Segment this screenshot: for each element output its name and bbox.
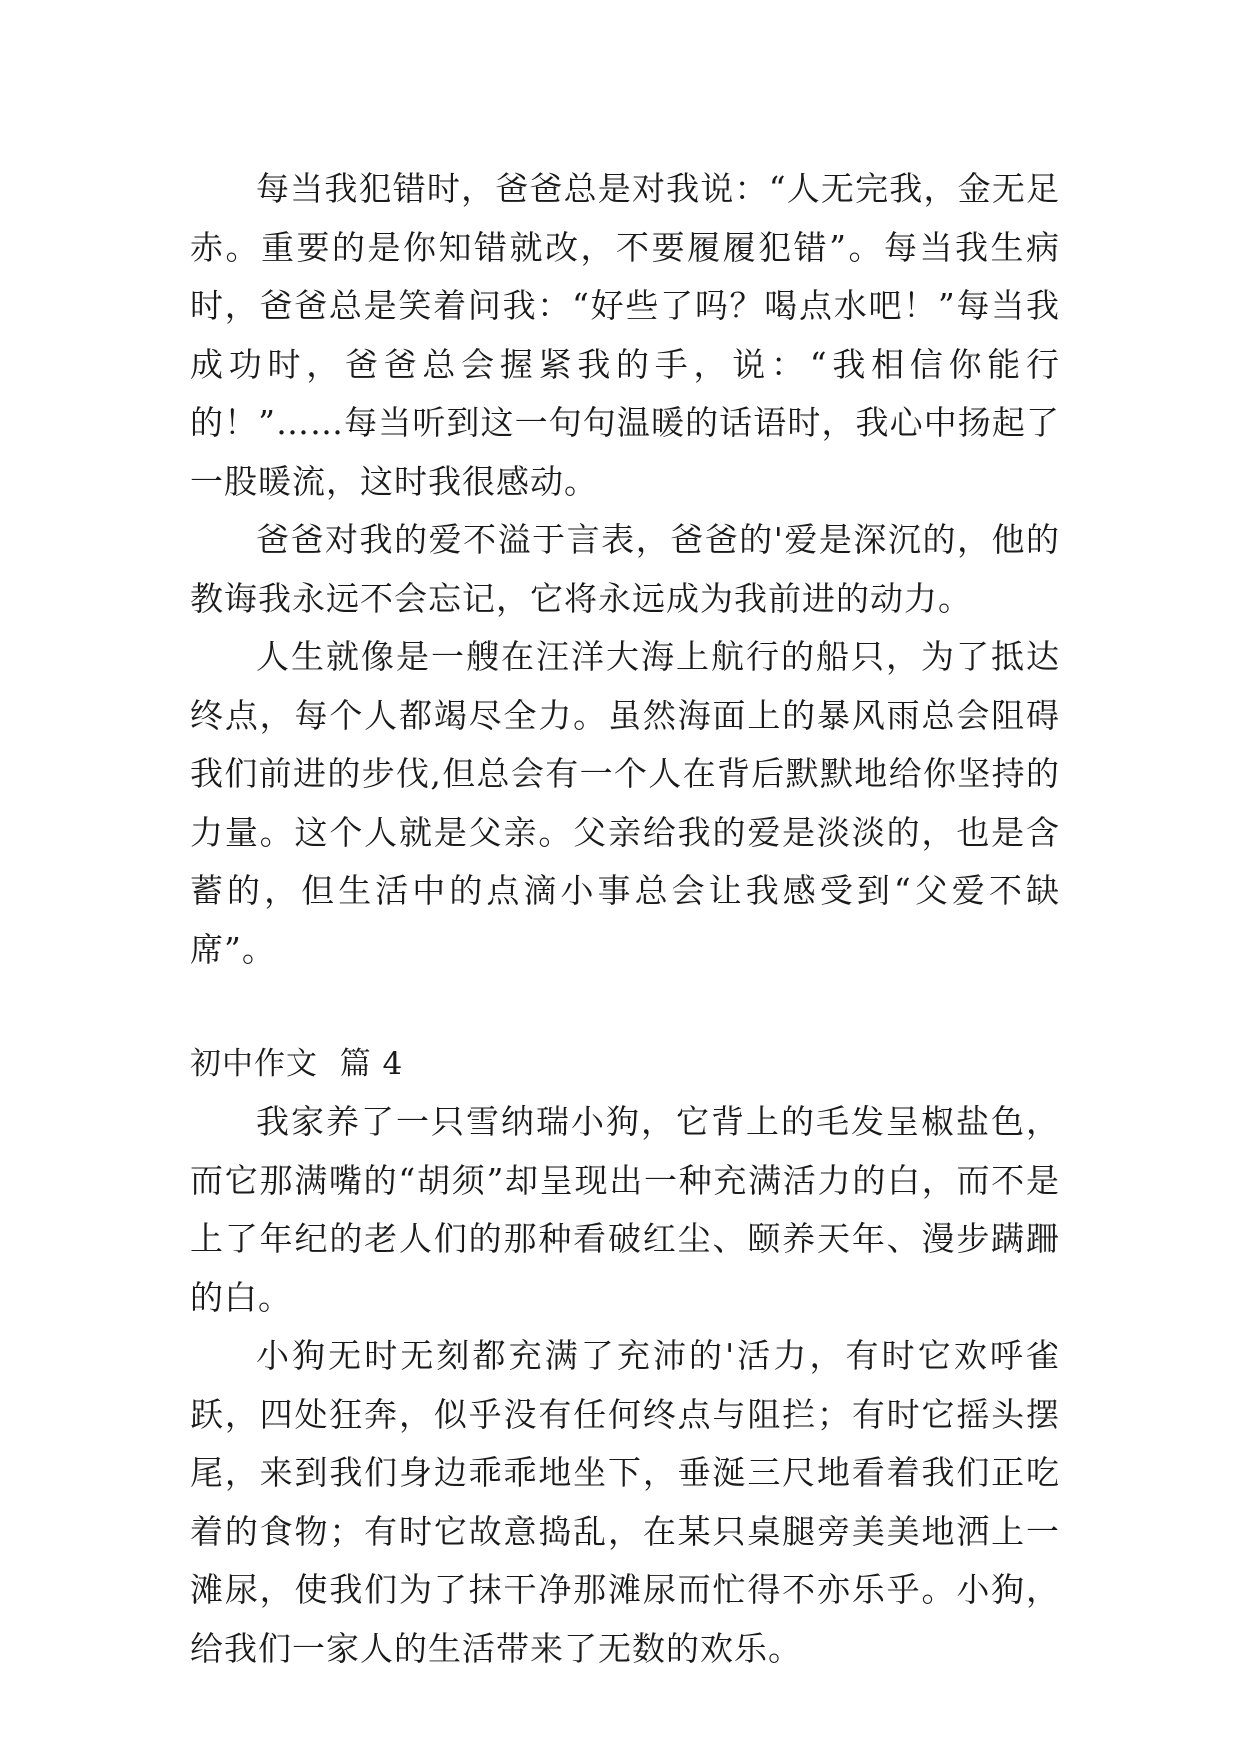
paragraph-schnauzer-dog: 我家养了一只雪纳瑞小狗，它背上的毛发呈椒盐色，而它那满嘴的“胡须”却呈现出一种充满活力的白，而不是上了年纪的老人们的那种看破红尘、颐养天年、漫步蹒跚的白。	[190, 1102, 1060, 1317]
paragraph-dog-energy: 小狗无时无刻都充满了充沛的'活力，有时它欢呼雀跃，四处狂奔，似乎没有任何终点与阻拦；有时它摇头摆尾，来到我们身边乖乖地坐下，垂涎三尺地看着我们正吃着的食物；有时它故意捣乱，在某只桌腿旁美美地洒上一滩尿，使我们为了抹干净那滩尿而忙得不亦乐乎。小狗，给我们一家人的生活带来了无数的欢乐。	[190, 1336, 1060, 1668]
section-title: 初中作文 篇 4	[190, 1046, 404, 1082]
paragraph-father-love: 爸爸对我的爱不溢于言表，爸爸的'爱是深沉的，他的教诲我永远不会忘记，它将永远成为我前进的动力。	[190, 520, 1060, 618]
paragraph-life-ship: 人生就像是一艘在汪洋大海上航行的船只，为了抵达终点，每个人都竭尽全力。虽然海面上的暴风雨总会阻碍我们前进的步伐,但总会有一个人在背后默默地给你坚持的力量。这个人就是父亲。父亲给我的爱是淡淡的，也是含蓄的，但生活中的点滴小事总会让我感受到“父爱不缺席”。	[190, 637, 1060, 969]
paragraph-father-words: 每当我犯错时，爸爸总是对我说：“人无完我，金无足赤。重要的是你知错就改，不要履履犯错”。每当我生病时，爸爸总是笑着问我：“好些了吗？喝点水吧！”每当我成功时，爸爸总会握紧我的手，说：“我相信你能行的！”……每当听到这一句句温暖的话语时，我心中扬起了一股暖流，这时我很感动。	[190, 169, 1060, 501]
document-page	[190, 160, 1060, 1678]
